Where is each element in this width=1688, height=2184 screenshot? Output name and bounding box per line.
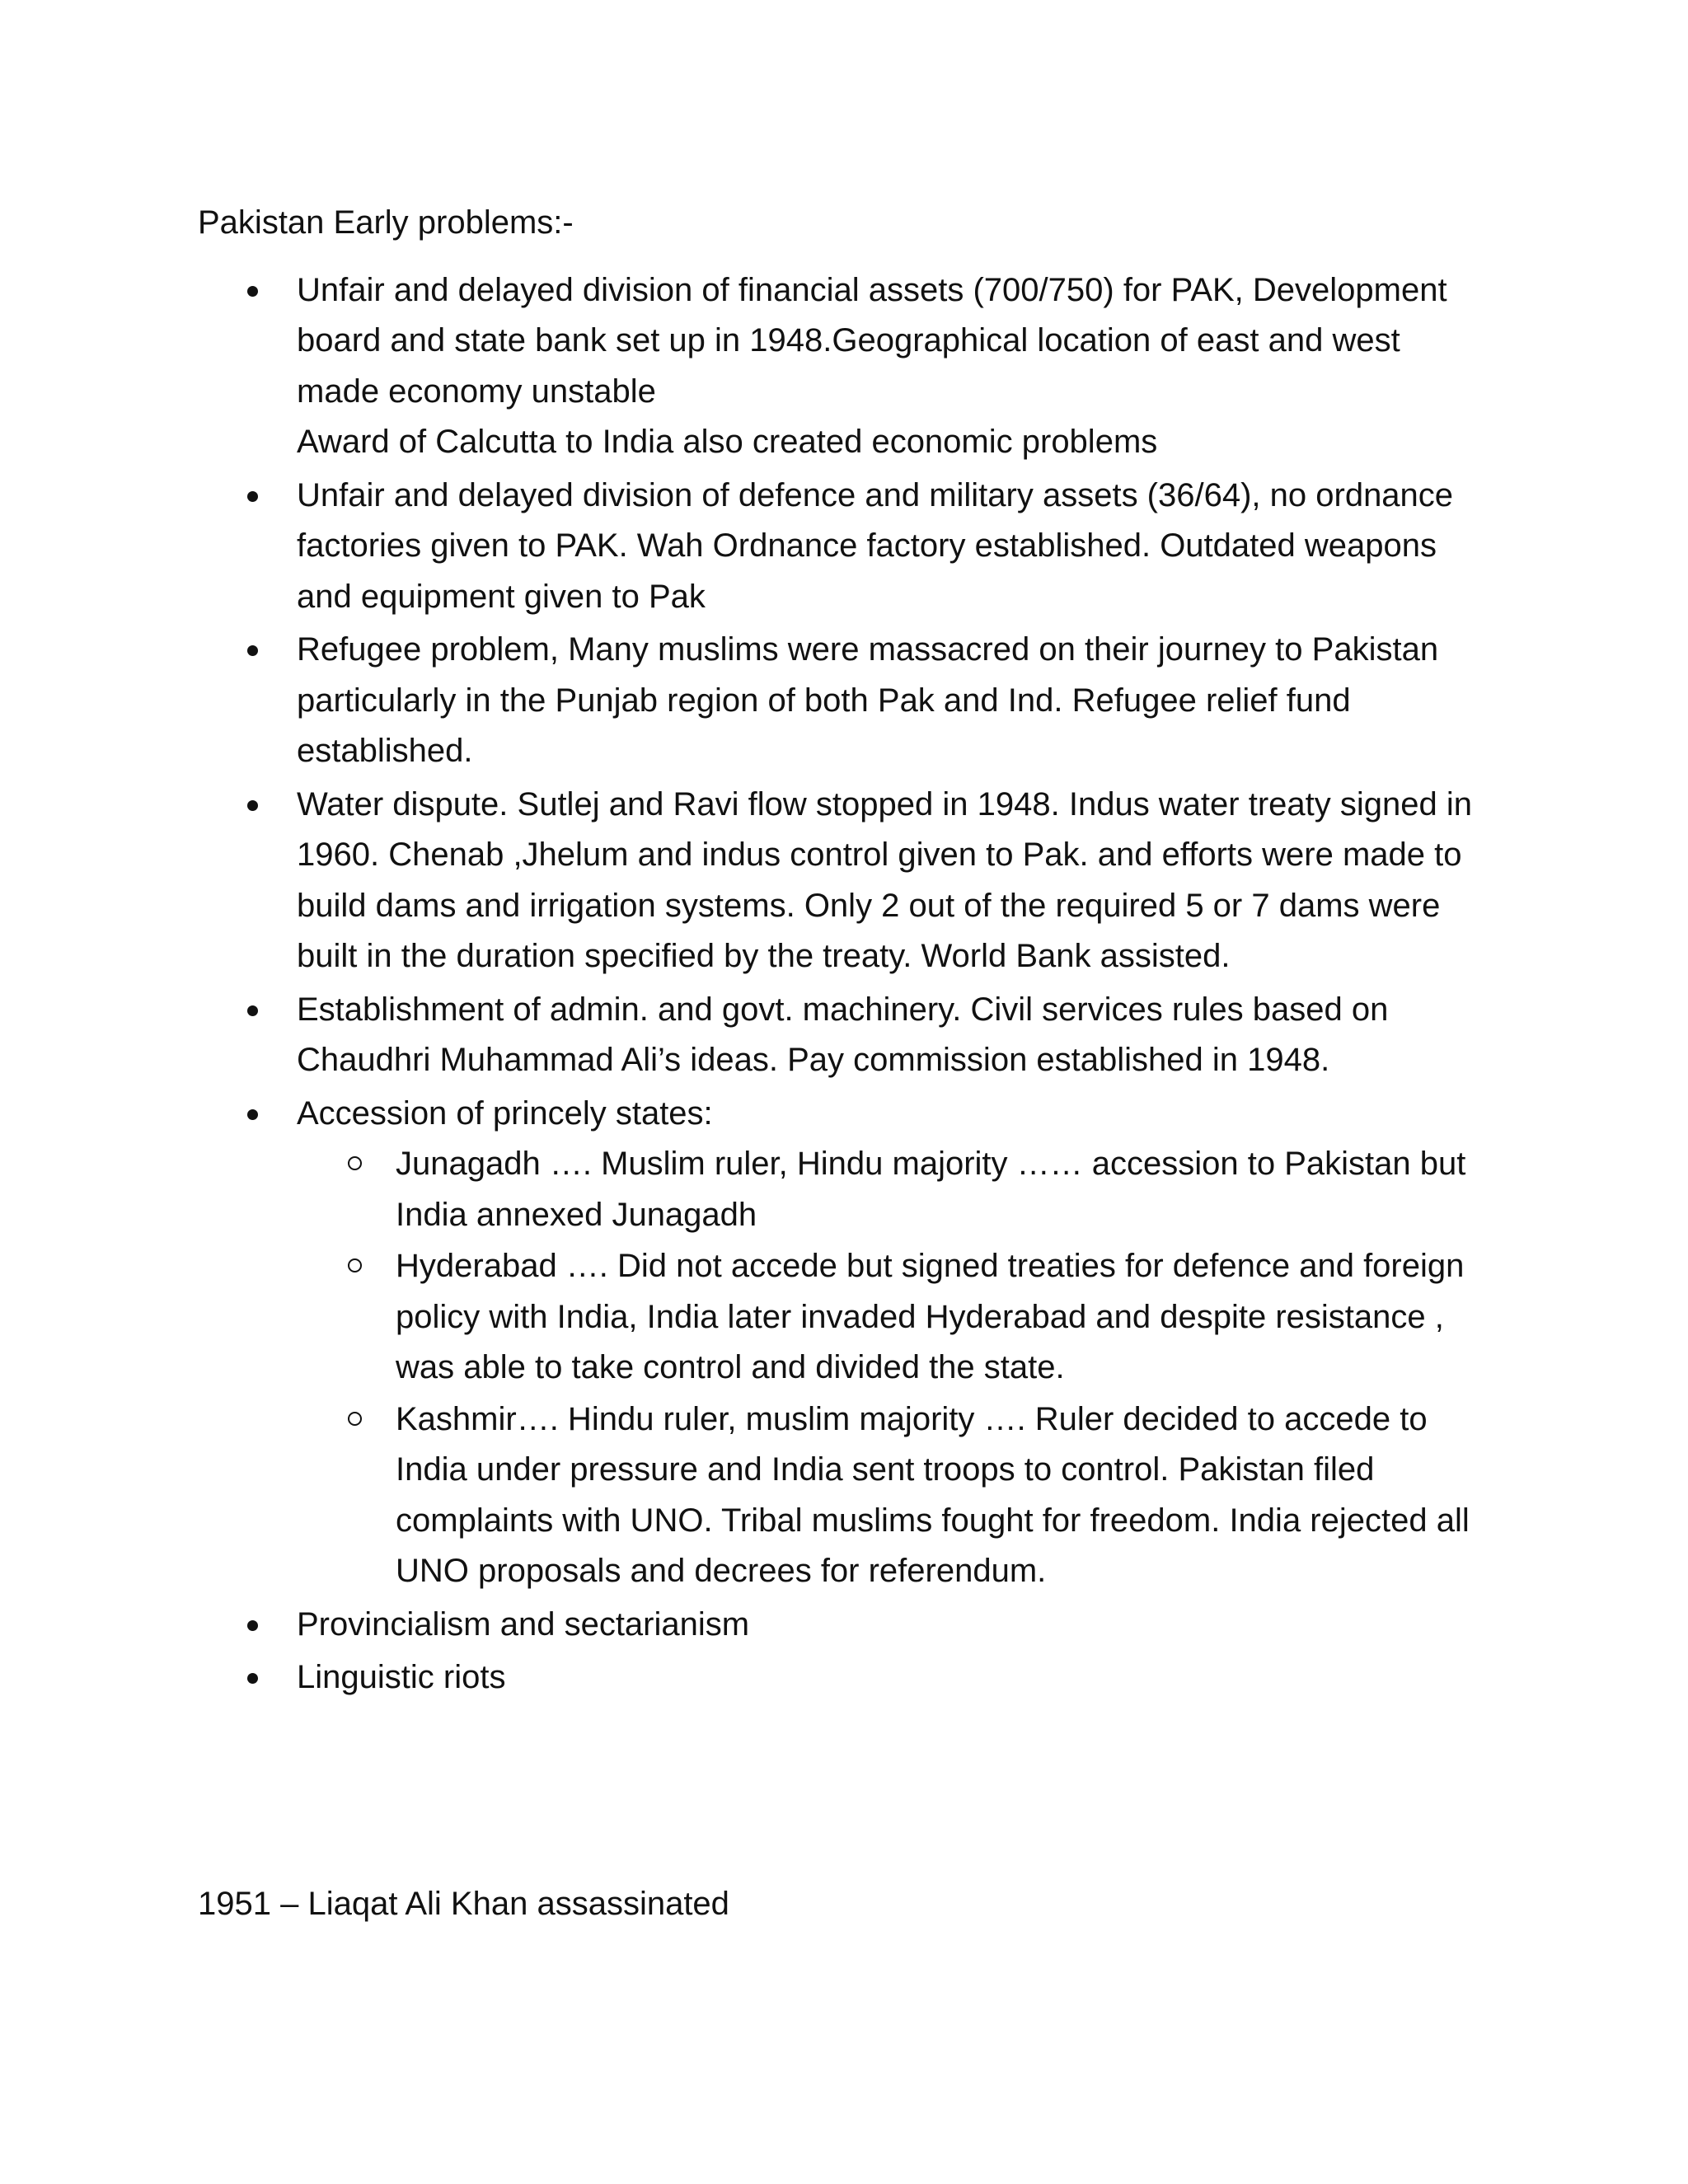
list-item-text: Provincialism and sectarianism: [297, 1605, 750, 1643]
bullet-dot-icon: [247, 1620, 258, 1631]
bullet-dot-icon: [247, 286, 258, 297]
list-item-text: Refugee problem, Many muslims were massacred on their journey to Pakistan particularly in the Punjab region of both Pak and Ind. Refugee relief fund established.: [297, 631, 1439, 769]
circle-bullet-icon: [348, 1258, 362, 1272]
list-item: [198, 1089, 1484, 1597]
timeline-note: 1951 – Liaqat Ali Khan assassinated: [198, 1886, 729, 1922]
sub-list-item-text: Junagadh …. Muslim ruler, Hindu majority …… accession to Pakistan but India annexed Junagadh: [396, 1146, 1466, 1233]
document-heading: Pakistan Early problems:-: [198, 204, 574, 241]
bullet-dot-icon: [247, 1673, 258, 1684]
list-item-text: Unfair and delayed division of financial assets (700/750) for PAK, Development board and state bank set up in 1948.Geographical location of east and west made economy unstable: [297, 271, 1447, 410]
bullet-dot-icon: [247, 491, 258, 502]
sub-list-item: [297, 1241, 1484, 1394]
list-item: [198, 985, 1484, 1086]
list-item: [198, 780, 1484, 982]
princely-states-sublist: [297, 1139, 1484, 1597]
document-body: [198, 198, 1484, 1706]
bullet-dot-icon: [247, 800, 258, 811]
list-item-text: Accession of princely states:: [297, 1094, 713, 1132]
list-item: [198, 625, 1484, 777]
list-item-text: Establishment of admin. and govt. machinery. Civil services rules based on Chaudhri Muhammad Ali’s ideas. Pay commission established in 1948.: [297, 991, 1389, 1078]
list-item: [198, 1652, 1484, 1704]
sub-list-item-text: Hyderabad …. Did not accede but signed treaties for defence and foreign policy with India, India later invaded Hyderabad and despite resistance , was able to take control and divided the state.: [396, 1248, 1465, 1385]
list-item-text: Water dispute. Sutlej and Ravi flow stopped in 1948. Indus water treaty signed in 1960. Chenab ,Jhelum and indus control given to Pak. and efforts were made to build dams and irrigation systems. Only 2 out of the required 5 or 7 dams were built in the duration specified by the treaty. World Bank assisted.: [297, 785, 1472, 974]
bullet-dot-icon: [247, 645, 258, 656]
sub-list-item: [297, 1139, 1484, 1240]
sub-list-item: [297, 1394, 1484, 1597]
list-item: [198, 471, 1484, 623]
circle-bullet-icon: [348, 1156, 362, 1170]
bullet-dot-icon: [247, 1109, 258, 1120]
list-item-text: Unfair and delayed division of defence and military assets (36/64), no ordnance factories given to PAK. Wah Ordnance factory established. Outdated weapons and equipment given to Pak: [297, 476, 1454, 615]
sub-list-item-text: Kashmir…. Hindu ruler, muslim majority …. Ruler decided to accede to India under pressure and India sent troops to control. Pakistan filed complaints with UNO. Tribal muslims fought for freedom. India rejected all UNO proposals and decrees for referendum.: [396, 1400, 1470, 1589]
list-item: [198, 265, 1484, 468]
circle-bullet-icon: [348, 1412, 362, 1426]
problems-list: [198, 265, 1484, 1704]
bullet-dot-icon: [247, 1005, 258, 1016]
list-item: [198, 1600, 1484, 1651]
list-item-text: Linguistic riots: [297, 1659, 506, 1695]
list-item-text: Award of Calcutta to India also created economic problems: [297, 424, 1158, 460]
